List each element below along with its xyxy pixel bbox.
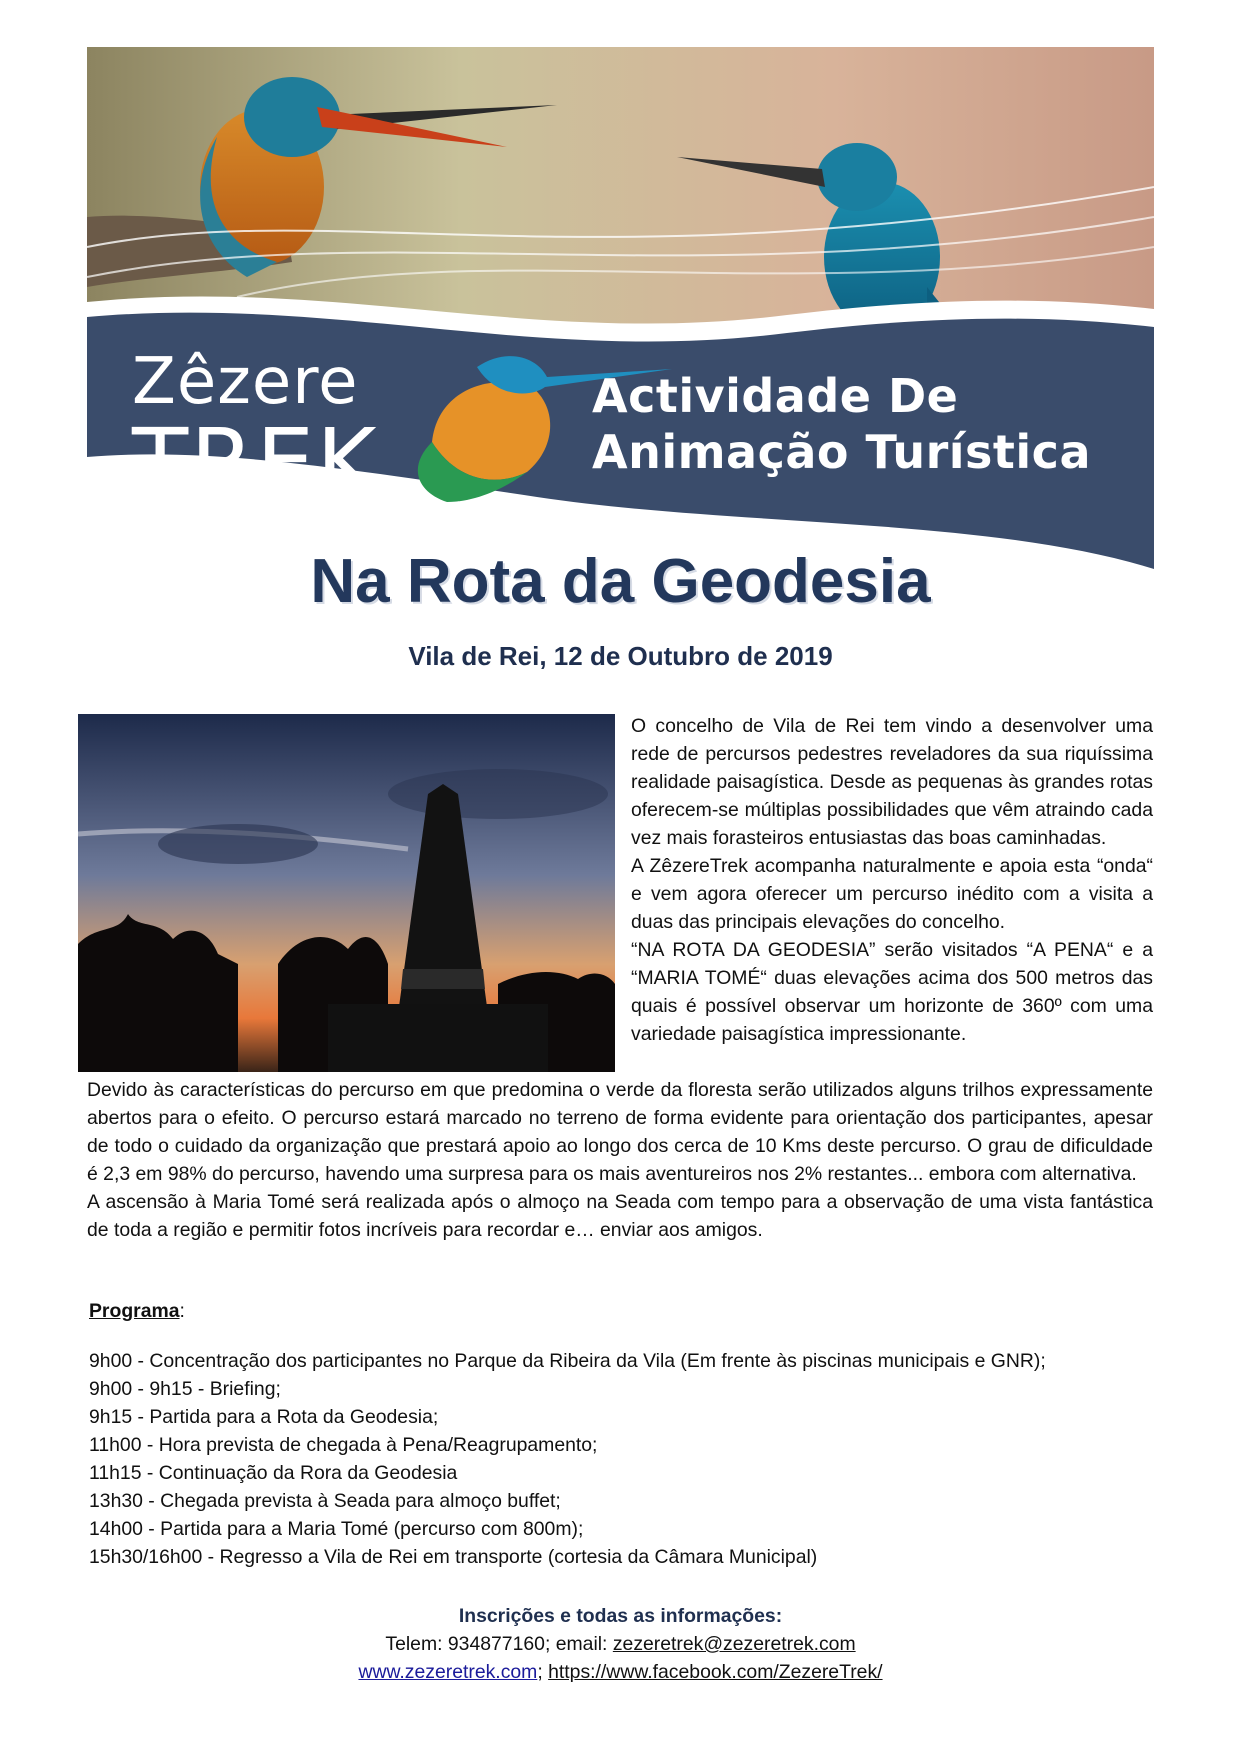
email-link[interactable]: zezeretrek@zezeretrek.com — [612, 1633, 856, 1655]
website-link[interactable]: www.zezeretrek.com — [358, 1661, 538, 1683]
tagline-line2: Animação Turística — [592, 425, 1091, 479]
programa-heading — [89, 1300, 185, 1323]
intro-paragraph-2: A ZêzereTrek acompanha naturalmente e apoia esta “onda“ e vem agora oferecer um percurso inédito com a visita a duas das principais elevações do concelho. — [631, 855, 1153, 933]
page-title: Na Rota da Geodesia — [310, 547, 931, 616]
link-separator: ; — [537, 1661, 549, 1683]
brand-name-line1: Zêzere — [132, 345, 359, 419]
schedule-item: 14h00 - Partida para a Maria Tomé (percurso com 800m); — [89, 1518, 584, 1540]
web-links-line — [0, 1658, 1241, 1686]
schedule-item: 15h30/16h00 - Regresso a Vila de Rei em transporte (cortesia da Câmara Municipal) — [89, 1546, 818, 1568]
schedule-item: 11h00 - Hora prevista de chegada à Pena/Reagrupamento; — [89, 1434, 598, 1456]
schedule-item: 11h15 - Continuação da Rora da Geodesia — [89, 1462, 458, 1484]
description-paragraph-2: A ascensão à Maria Tomé será realizada após o almoço na Seada com tempo para a observação de uma vista fantástica de toda a região e permitir fotos incríveis para recordar e… enviar aos amigos. — [87, 1191, 1153, 1241]
brand-name-line2: TREK — [132, 409, 379, 516]
description-paragraph-1: Devido às características do percurso em que predomina o verde da floresta serão utilizados alguns trilhos expressamente abertos para o efeito. O percurso estará marcado no terreno de forma evidente para orientação dos participantes, apesar de todo o cuidado da organização que prestará apoio ao longo dos cerca de 10 Kms deste percurso. O grau de dificuldade é 2,3 em 98% do percurso, havendo uma surpresa para os mais aventureiros nos 2% restantes... embora com alternativa. — [87, 1079, 1153, 1185]
geodesic-marker-photo — [78, 714, 615, 1072]
sunset-image — [78, 714, 615, 1072]
programa-heading-label: Programa — [89, 1300, 180, 1322]
contact-line — [0, 1630, 1241, 1658]
schedule-list — [89, 1347, 1046, 1571]
intro-paragraph-1: O concelho de Vila de Rei tem vindo a desenvolver uma rede de percursos pedestres reveladores da sua riquíssima realidade paisagística. Desde as pequenas às grandes rotas oferecem-se múltiplas possibilidades que vêm atraindo cada vez mais forasteiros entusiastas das boas caminhadas. — [631, 715, 1153, 849]
header-banner — [87, 47, 1154, 569]
schedule-item: 9h00 - 9h15 - Briefing; — [89, 1378, 281, 1400]
schedule-item: 9h15 - Partida para a Rota da Geodesia; — [89, 1406, 439, 1428]
event-date-location: Vila de Rei, 12 de Outubro de 2019 — [408, 641, 833, 671]
contact-footer — [0, 1602, 1241, 1686]
schedule-item: 13h30 - Chegada prevista à Seada para almoço buffet; — [89, 1490, 561, 1512]
description-text — [87, 1076, 1153, 1244]
programa-heading-colon: : — [179, 1300, 185, 1322]
intro-paragraph-3: “NA ROTA DA GEODESIA” serão visitados “A PENA“ e a “MARIA TOMÉ“ duas elevações acima dos 500 metros das quais é possível observar um horizonte de 360º com uma variedade paisagística impressionante. — [631, 939, 1153, 1045]
facebook-link[interactable]: https://www.facebook.com/ZezereTrek/ — [548, 1661, 883, 1683]
tagline-line1: Actividade De — [592, 369, 959, 423]
schedule-item: 9h00 - Concentração dos participantes no Parque da Ribeira da Vila (Em frente às piscinas municipais e GNR); — [89, 1350, 1046, 1372]
contact-heading: Inscrições e todas as informações: — [458, 1605, 783, 1627]
phone-label: Telem: 934877160; email: — [385, 1633, 613, 1655]
intro-text — [631, 712, 1153, 1048]
